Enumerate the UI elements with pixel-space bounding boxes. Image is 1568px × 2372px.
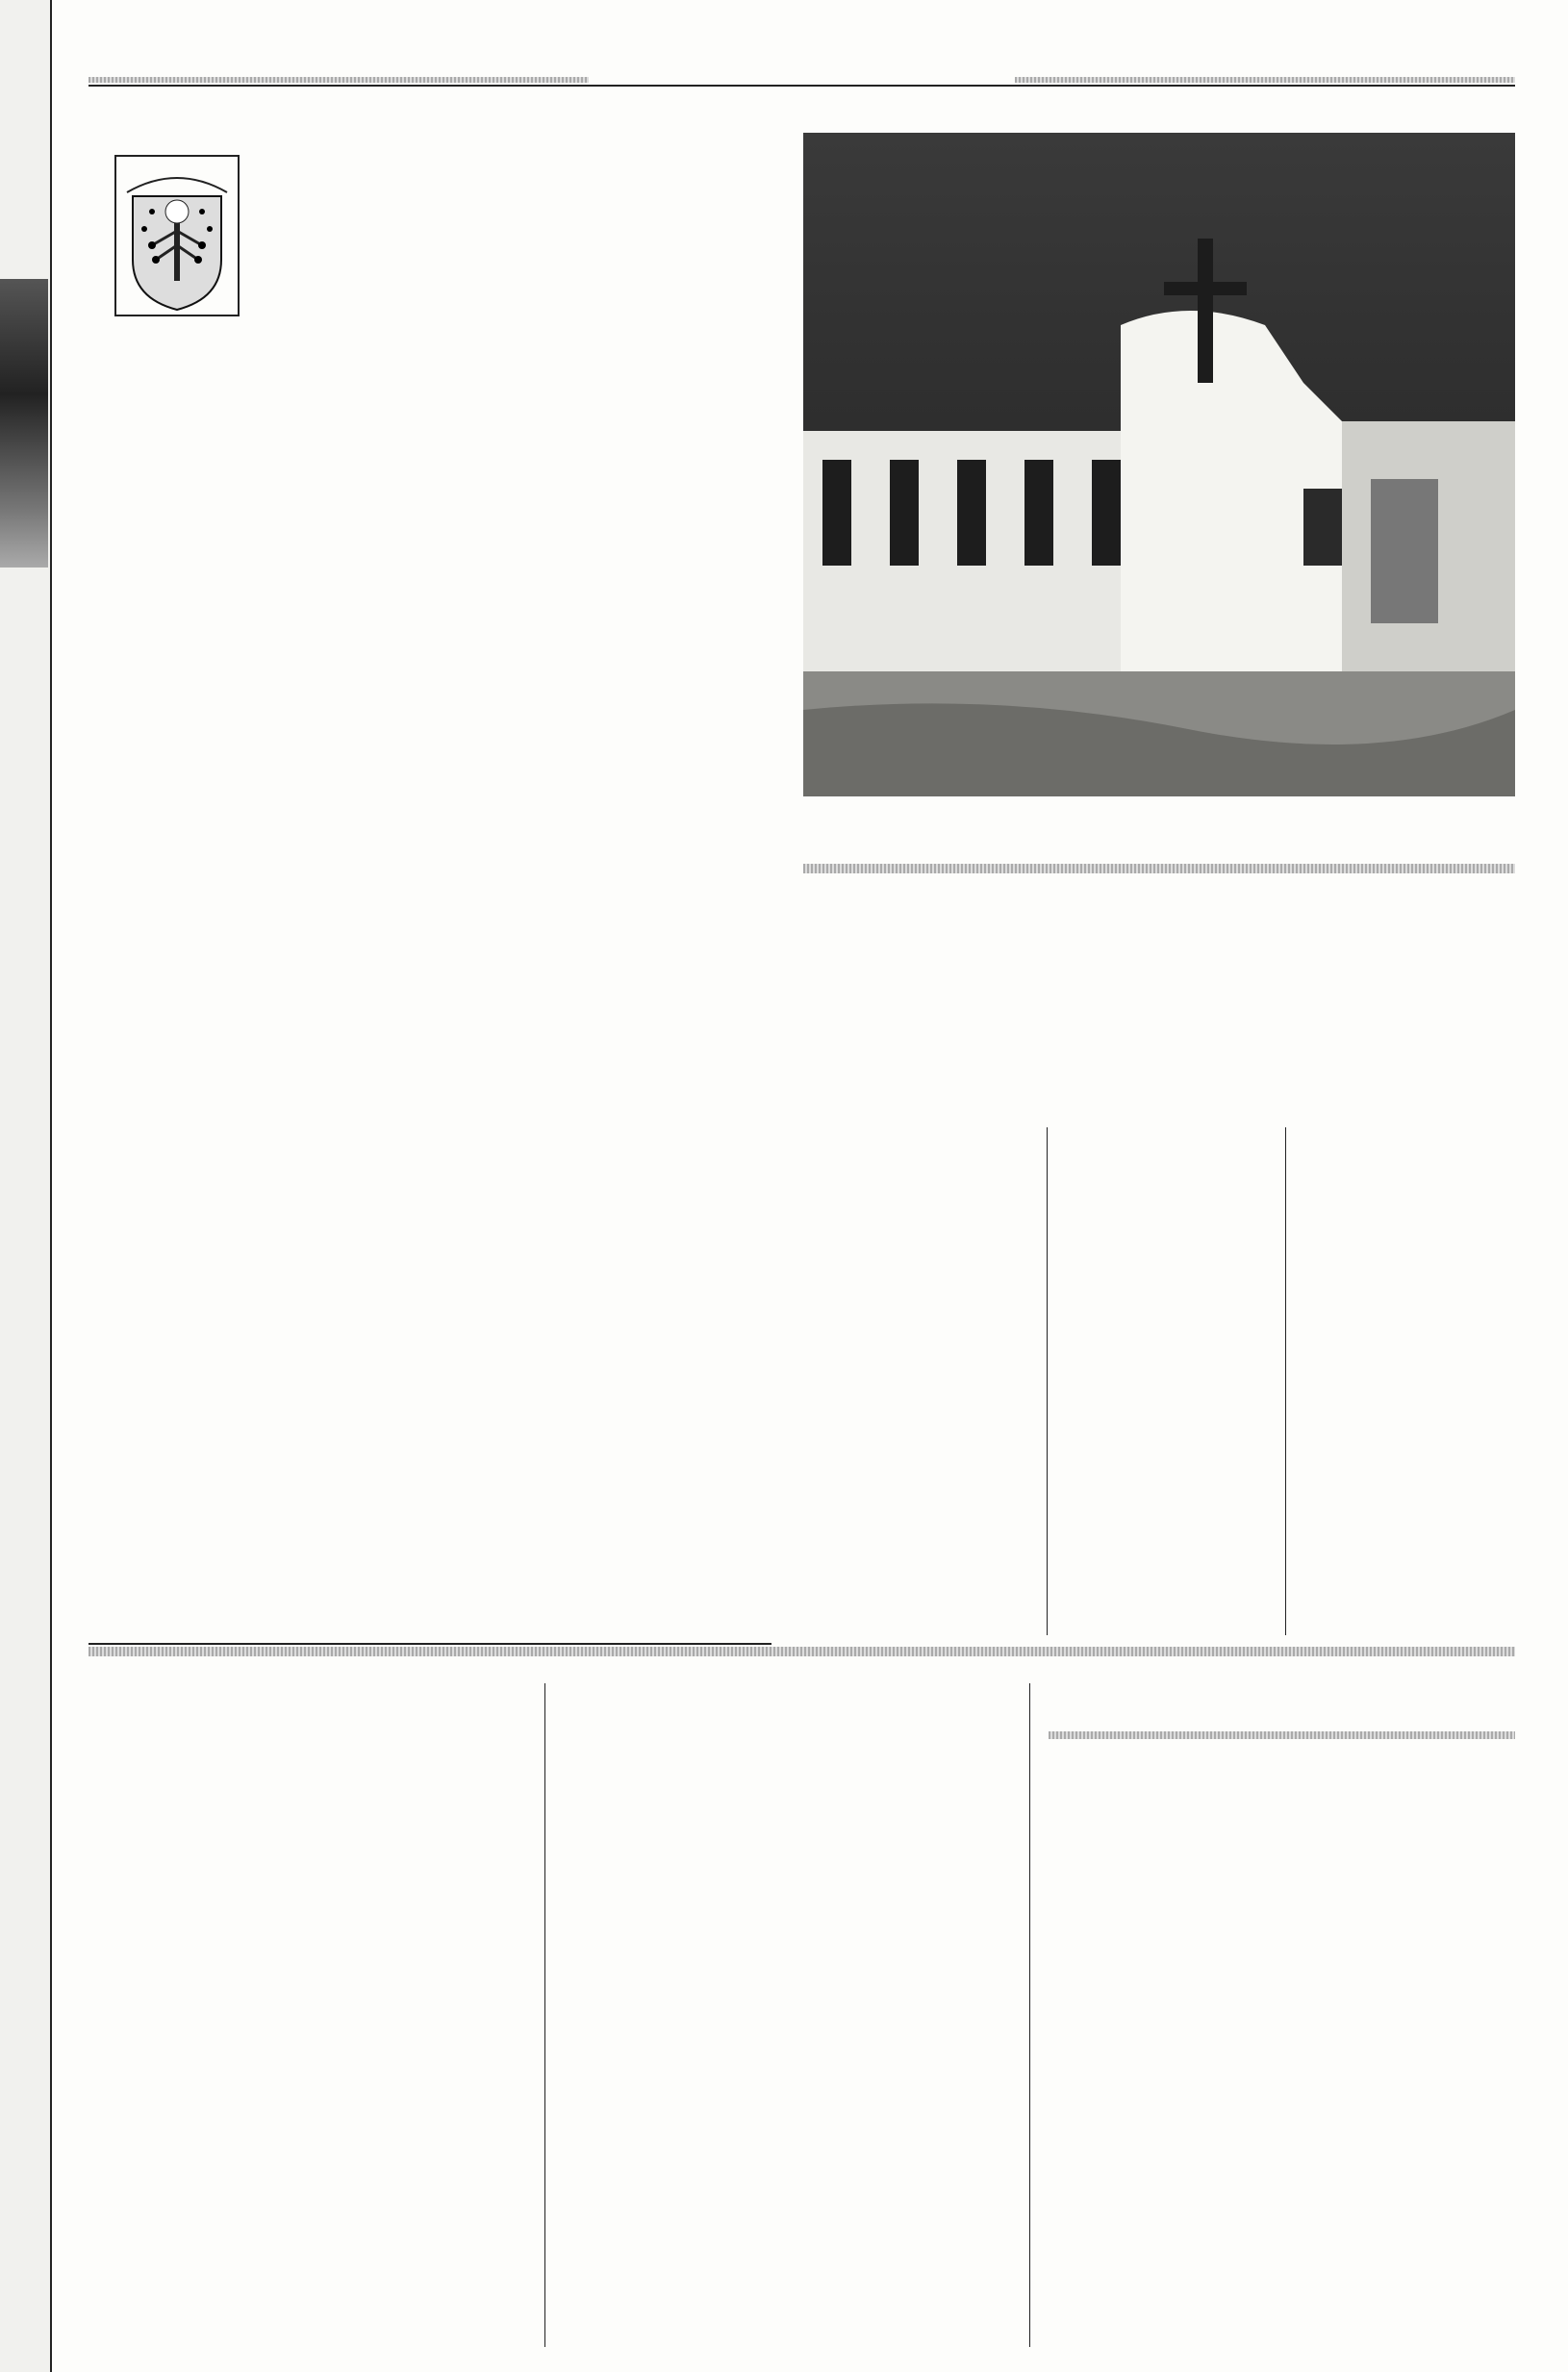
photo-band <box>803 864 1515 873</box>
main-col-1 <box>89 385 416 394</box>
mottola-catania-divider <box>544 1683 545 2347</box>
masthead-underline <box>89 85 1515 87</box>
emblem <box>114 154 240 317</box>
cronache-band <box>1049 1731 1515 1739</box>
edge-photo <box>0 279 48 568</box>
catania-cronache-divider <box>1029 1683 1030 2347</box>
church-building-illustration <box>803 133 1515 796</box>
catania-col-1 <box>560 1933 768 1935</box>
masthead-rule-left <box>89 77 589 83</box>
main-bottom-band <box>89 1647 1515 1656</box>
catanzaro-col-1 <box>803 1154 1034 1156</box>
church-photo <box>803 133 1515 796</box>
main-bottom-rule <box>89 1643 771 1645</box>
valdese-emblem-icon <box>114 154 240 317</box>
catanzaro-divider-1 <box>1047 1127 1048 1635</box>
mottola-col-1 <box>89 1856 296 1858</box>
catanzaro-divider-2 <box>1285 1127 1286 1635</box>
masthead-rule-right <box>1015 77 1515 83</box>
